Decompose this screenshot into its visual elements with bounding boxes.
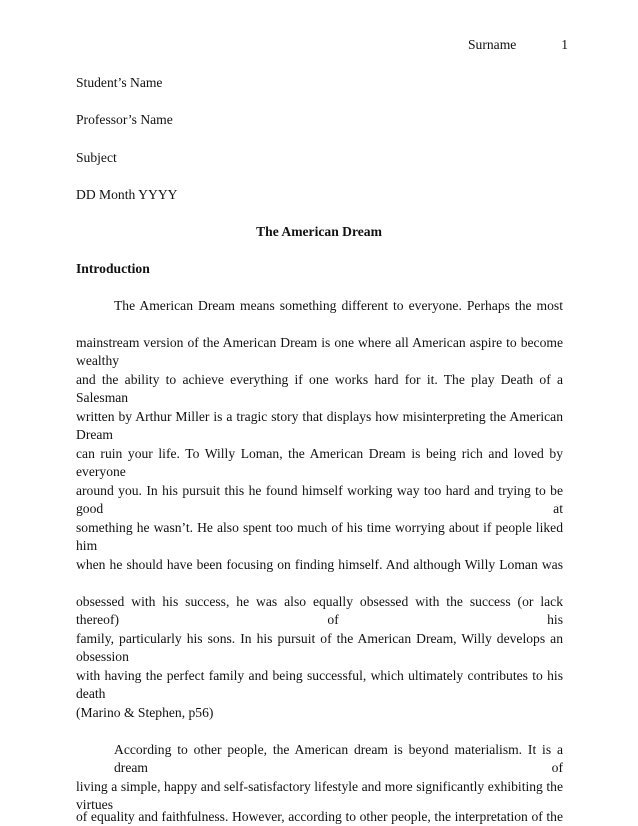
paragraph-line: obsessed with his success, he was also equally obsessed with the success (or lack thereof) of his — [76, 594, 563, 627]
paragraph-line: something he wasn’t. He also spent too much of his time worrying about if people liked him — [76, 520, 563, 553]
paragraph-line: around you. In his pursuit this he found himself working way too hard and trying to be good at — [76, 483, 563, 516]
paragraph-line: when he should have been focusing on finding himself. And although Willy Loman was — [76, 557, 563, 572]
paragraph-line: written by Arthur Miller is a tragic story that displays how misinterpreting the American Dream — [76, 409, 563, 442]
paragraph-line: (Marino & Stephen, p56) — [76, 705, 214, 720]
header-page-number: 1 — [561, 37, 568, 52]
header-surname: Surname — [468, 37, 517, 52]
running-header — [468, 37, 568, 55]
date-line: DD Month YYYY — [76, 187, 178, 202]
paragraph-line: can ruin your life. To Willy Loman, the American Dream is being rich and loved by everyone — [76, 446, 563, 479]
professor-name: Professor’s Name — [76, 112, 173, 127]
paragraph-line: living a simple, happy and self-satisfactory lifestyle and more significantly exhibiting the virtues — [76, 779, 563, 812]
paragraph-line: According to other people, the American dream is beyond materialism. It is a dream of — [114, 742, 563, 775]
section-heading-introduction: Introduction — [76, 261, 150, 276]
subject-line: Subject — [76, 150, 117, 165]
paragraph-line: and the ability to achieve everything if one works hard for it. The play Death of a Salesman — [76, 372, 563, 405]
student-name: Student’s Name — [76, 75, 163, 90]
essay-title: The American Dream — [256, 224, 382, 239]
paragraph-line: of equality and faithfulness. However, according to other people, the interpretation of the — [76, 809, 563, 824]
paragraph-line: The American Dream means something different to everyone. Perhaps the most — [114, 298, 563, 313]
paragraph-line: mainstream version of the American Dream is one where all American aspire to become wealthy — [76, 335, 563, 368]
paragraph-line: with having the perfect family and being successful, which ultimately contributes to his death — [76, 668, 563, 701]
paragraph-line: family, particularly his sons. In his pursuit of the American Dream, Willy develops an obsession — [76, 631, 563, 664]
